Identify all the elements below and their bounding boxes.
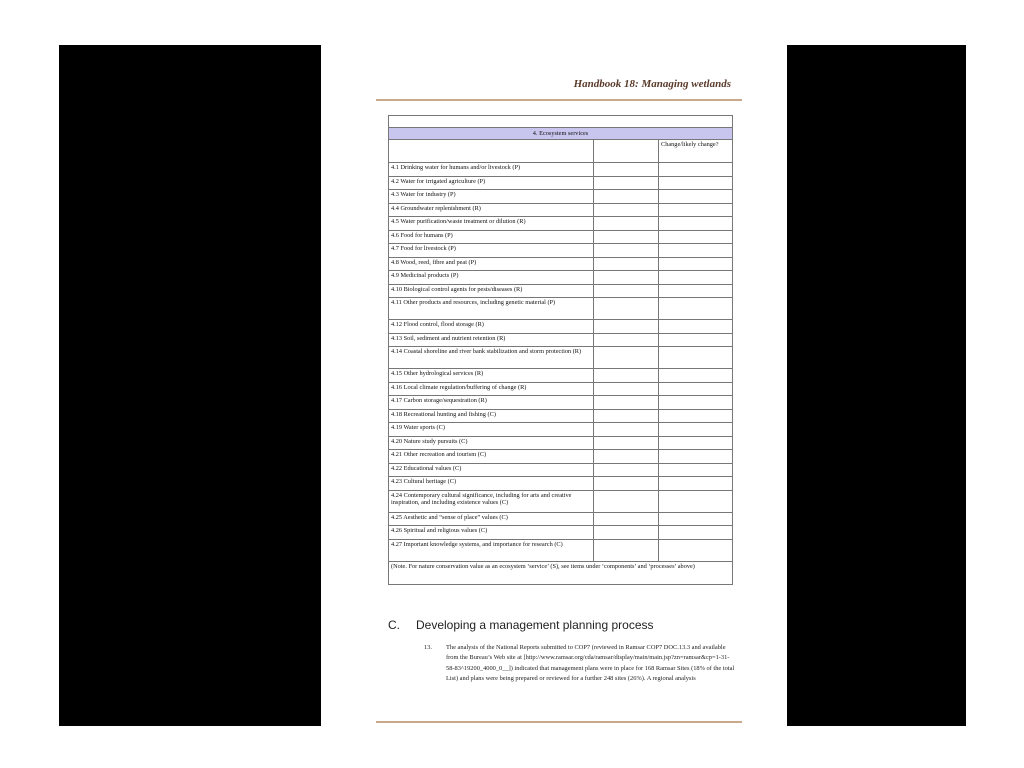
blank-cell [594,217,659,231]
table-row [389,436,733,450]
blank-cell [594,369,659,383]
service-item: 4.4 Groundwater replenishment (R) [389,203,594,217]
running-head: Handbook 18: Managing wetlands [573,78,731,90]
change-cell [659,539,733,561]
change-cell [659,477,733,491]
blank-cell [594,463,659,477]
change-cell [659,217,733,231]
document-page [321,45,787,726]
change-cell [659,320,733,334]
change-cell [659,284,733,298]
change-cell [659,176,733,190]
blank-cell [594,423,659,437]
blank-cell [594,257,659,271]
service-item: 4.3 Water for industry (P) [389,190,594,204]
service-item: 4.10 Biological control agents for pests/diseases (R) [389,284,594,298]
table-row [389,217,733,231]
service-item: 4.19 Water sports (C) [389,423,594,437]
blank-cell [594,526,659,540]
table-row [389,396,733,410]
change-cell [659,163,733,177]
change-cell [659,396,733,410]
service-item: 4.23 Cultural heritage (C) [389,477,594,491]
table-row [389,539,733,561]
blank-cell [594,190,659,204]
paragraph-13 [424,643,736,685]
paragraph-number: 13. [424,644,432,651]
left-black-margin [59,45,321,726]
service-item: 4.15 Other hydrological services (R) [389,369,594,383]
service-item: 4.8 Wood, reed, fibre and peat (P) [389,257,594,271]
blank-cell [594,396,659,410]
change-cell [659,244,733,258]
blank-cell [594,203,659,217]
change-cell [659,347,733,369]
change-cell [659,512,733,526]
blank-cell [594,284,659,298]
service-item: 4.21 Other recreation and tourism (C) [389,450,594,464]
section-c-heading [388,618,654,632]
header-rule [376,99,742,101]
service-item: 4.25 Aesthetic and “sense of place” values (C) [389,512,594,526]
table-row [389,409,733,423]
table-row [389,190,733,204]
service-item: 4.26 Spiritual and religious values (C) [389,526,594,540]
service-item: 4.24 Contemporary cultural significance, including for arts and creative inspiration, and including existence values (C) [389,490,594,512]
table-row [389,490,733,512]
service-item: 4.22 Educational values (C) [389,463,594,477]
change-cell [659,382,733,396]
paragraph-text: The analysis of the National Reports submitted to COP7 (reviewed in Ramsar COP7 DOC.13.3 and available from the Bureau’s Web site at [http://www.ramsar.org/cda/ramsar/display/main/main.jsp?zn=ramsar&cp=1-31-58-83^19200_4000_0__]) indicated that management plans were in place for 168 Ramsar Sites (18% of the total List) and plans were being prepared or reviewed for a further 248 sites (26%). A regional analysis [446,644,735,683]
table-row [389,298,733,320]
change-cell [659,333,733,347]
blank-cell [594,320,659,334]
service-item: 4.7 Food for livestock (P) [389,244,594,258]
blank-cell [594,298,659,320]
table-row [389,271,733,285]
blank-cell [594,450,659,464]
blank-cell [594,382,659,396]
footer-rule [376,721,742,723]
blank-cell [594,539,659,561]
blank-cell [594,512,659,526]
change-cell [659,298,733,320]
table-note-row [389,561,733,584]
table-row [389,369,733,383]
change-cell [659,423,733,437]
service-item: 4.27 Important knowledge systems, and importance for research (C) [389,539,594,561]
table-row [389,347,733,369]
change-cell [659,409,733,423]
change-cell [659,271,733,285]
change-cell [659,203,733,217]
blank-cell [594,347,659,369]
blank-cell [594,176,659,190]
table-row [389,512,733,526]
service-item: 4.5 Water purification/waste treatment or dilution (R) [389,217,594,231]
table-row [389,477,733,491]
blank-cell [594,436,659,450]
table-row [389,320,733,334]
change-cell [659,230,733,244]
change-cell [659,450,733,464]
blank-cell [594,409,659,423]
table-row [389,203,733,217]
service-item: 4.14 Coastal shoreline and river bank stabilization and storm protection (R) [389,347,594,369]
table-row [389,463,733,477]
table-note: (Note. For nature conservation value as an ecosystem ‘service’ (S), see items under ‘components’ and ‘processes’ above) [389,561,733,584]
service-item: 4.18 Recreational hunting and fishing (C) [389,409,594,423]
table-body [389,116,733,585]
change-cell [659,190,733,204]
change-cell [659,463,733,477]
service-item: 4.2 Water for irrigated agriculture (P) [389,176,594,190]
table-row [389,244,733,258]
service-item: 4.17 Carbon storage/sequestration (R) [389,396,594,410]
section-letter: C. [388,618,400,632]
service-item: 4.13 Soil, sediment and nutrient retention (R) [389,333,594,347]
service-item: 4.9 Medicinal products (P) [389,271,594,285]
blank-cell [594,230,659,244]
table-section-row [389,128,733,140]
service-item: 4.12 Flood control, flood storage (R) [389,320,594,334]
table-row [389,423,733,437]
change-column-header: Change/likely change? [659,140,733,163]
table-row [389,284,733,298]
ecosystem-services-table [388,115,733,585]
service-item: 4.16 Local climate regulation/buffering of change (R) [389,382,594,396]
change-cell [659,436,733,450]
change-cell [659,490,733,512]
blank-cell [594,477,659,491]
change-cell [659,526,733,540]
table-row [389,382,733,396]
change-cell [659,369,733,383]
blank-cell [594,244,659,258]
blank-cell [594,163,659,177]
blank-cell [594,490,659,512]
table-header-row [389,140,733,163]
table-row [389,257,733,271]
service-item: 4.6 Food for humans (P) [389,230,594,244]
table-top-spacer-row [389,116,733,128]
service-item: 4.20 Nature study pursuits (C) [389,436,594,450]
right-black-margin [787,45,966,726]
service-item: 4.1 Drinking water for humans and/or livestock (P) [389,163,594,177]
table-row [389,333,733,347]
service-item: 4.11 Other products and resources, including genetic material (P) [389,298,594,320]
table-row [389,163,733,177]
table-row [389,450,733,464]
change-cell [659,257,733,271]
blank-cell [594,333,659,347]
section-title: Developing a management planning process [416,618,654,632]
table-section-title: 4. Ecosystem services [389,128,733,140]
blank-cell [594,271,659,285]
table-row [389,526,733,540]
table-row [389,176,733,190]
table-row [389,230,733,244]
